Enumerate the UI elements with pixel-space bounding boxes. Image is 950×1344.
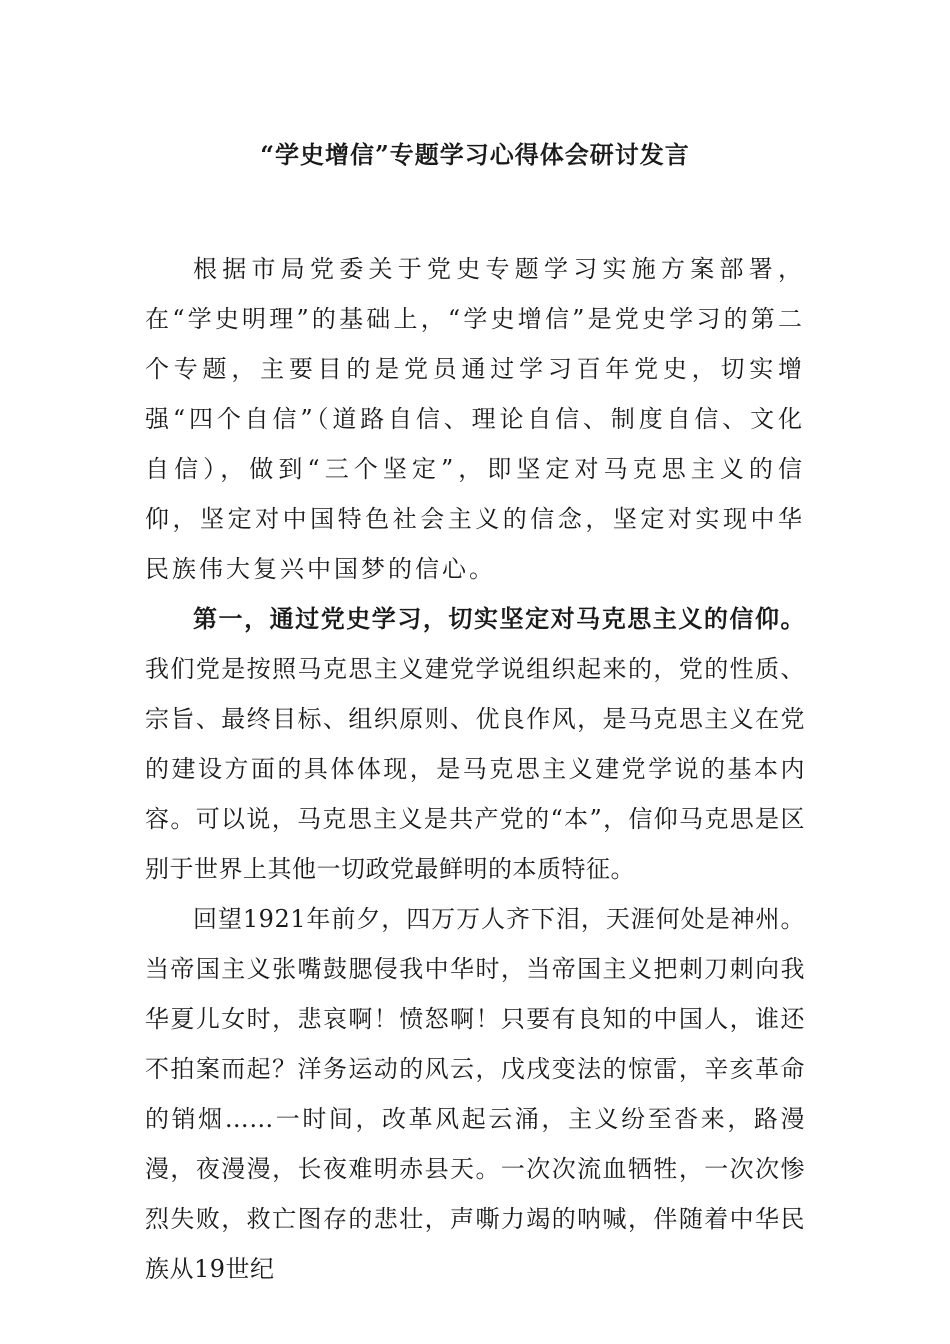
paragraph-intro	[145, 244, 805, 594]
paragraph-text: 根据市局党委关于党史专题学习实施方案部署，在“学史明理”的基础上，“学史增信”是党史学习的第二个专题，主要目的是党员通过学习百年党史，切实增强“四个自信”（道路自信、理论自信、制度自信、文化自信），做到“三个坚定”，即坚定对马克思主义的信仰，坚定对中国特色社会主义的信念，坚定对实现中华民族伟大复兴中国梦的信心。	[145, 255, 805, 583]
paragraph-text: 回望1921年前夕，四万万人齐下泪，天涯何处是神州。当帝国主义张嘴鼓腮侵我中华时，当帝国主义把刺刀刺向我华夏儿女时，悲哀啊！愤怒啊！只要有良知的中国人，谁还不拍案而起？洋务运动的风云，戊戌变法的惊雷，辛亥革命的销烟……一时间，改革风起云涌，主义纷至沓来，路漫漫，夜漫漫，长夜难明赤县天。一次次流血牺牲，一次次惨烈失败，救亡图存的悲壮，声嘶力竭的呐喊，伴随着中华民族从19世纪	[145, 905, 805, 1283]
document-body	[145, 244, 805, 1294]
paragraph-text: 我们党是按照马克思主义建党学说组织起来的，党的性质、宗旨、最终目标、组织原则、优良作风，是马克思主义在党的建设方面的具体体现，是马克思主义建党学说的基本内容。可以说，马克思主义是共产党的“本”，信仰马克思是区别于世界上其他一切政党最鲜明的本质特征。	[145, 655, 805, 883]
paragraph-lead-sentence: 第一，通过党史学习，切实坚定对马克思主义的信仰。	[193, 604, 805, 633]
paragraph-first-point	[145, 594, 805, 894]
paragraph-history	[145, 894, 805, 1294]
document-title: “学史增信”专题学习心得体会研讨发言	[260, 140, 690, 169]
